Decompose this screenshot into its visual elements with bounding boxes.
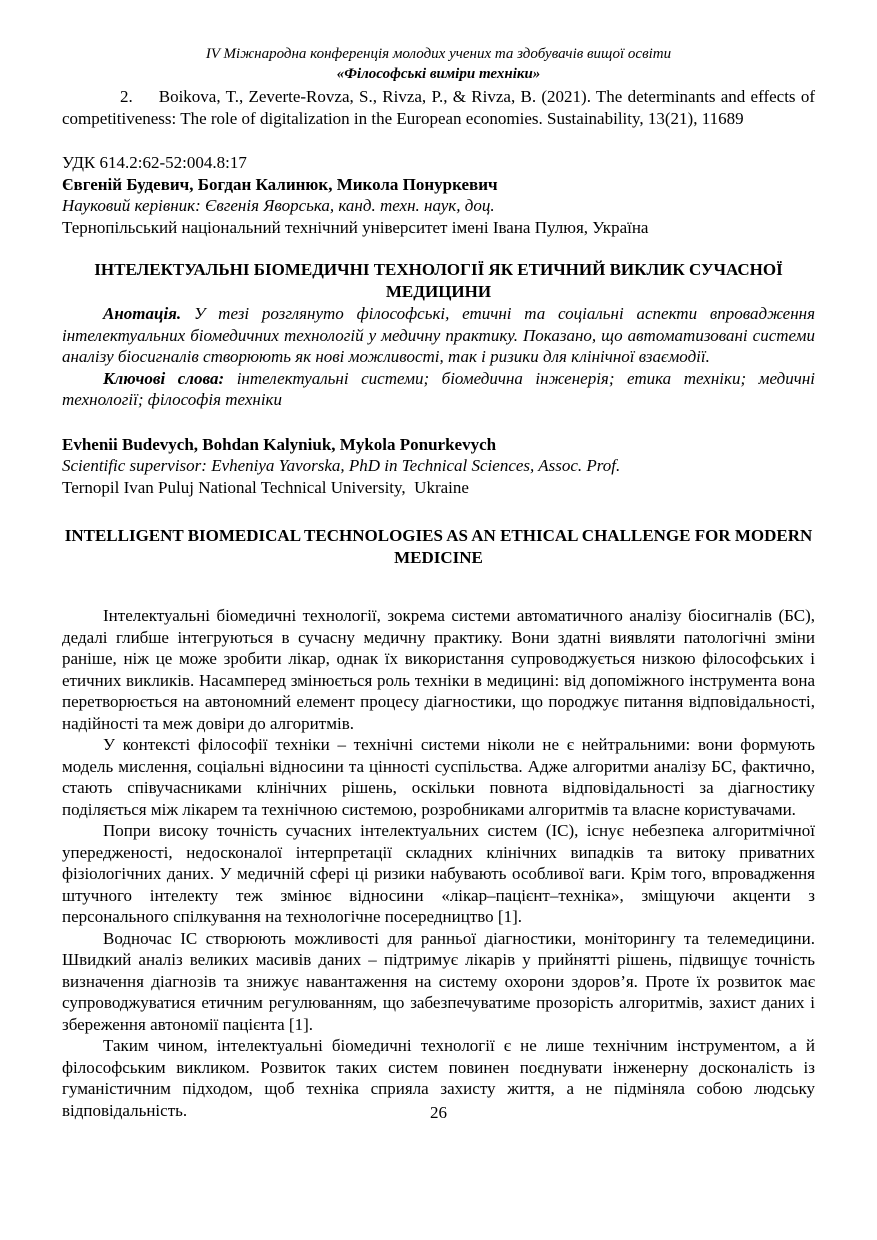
article-title-ukrainian: ІНТЕЛЕКТУАЛЬНІ БІОМЕДИЧНІ ТЕХНОЛОГІЇ ЯК ЕТИЧНИЙ ВИКЛИК СУЧАСНОЇ МЕДИЦИНИ — [94, 260, 783, 301]
english-author-block — [62, 434, 815, 499]
keywords-text: інтелектуальні системи; біомедична інженерія; етика техніки; медичні технології; філософія техніки — [62, 368, 816, 409]
abstract-text: У тезі розглянуто філософські, етичні та соціальні аспекти впровадження інтелектуальних біомедичних технологій у медичну практику. Показано, що автоматизовані системи аналізу біосигналів створюють як нові можливості, так і ризики для клінічної взаємодії. — [62, 304, 815, 366]
abstract-paragraph — [62, 303, 815, 368]
authors-english: Evhenii Budevych, Bohdan Kalyniuk, Mykola Ponurkevych — [62, 434, 497, 454]
keywords-label: Ключові слова: — [103, 368, 225, 388]
reference-number: 2. — [120, 87, 133, 106]
abstract-block — [62, 303, 815, 411]
article-title-english: INTELLIGENT BIOMEDICAL TECHNOLOGIES AS AN ETHICAL CHALLENGE FOR MODERN MEDICINE — [64, 526, 813, 567]
body-paragraph: У контексті філософії техніки – технічні системи ніколи не є нейтральними: вони формують модель мислення, соціальні відносини та цінності суспільства. Адже алгоритми аналізу БС, фактично, стають співучасниками клінічних рішень, оскільки повнота відповідальності за діагностику поділяється між лікарем та технічною системою, розробниками алгоритмів та власне користувачами. — [62, 735, 815, 819]
conference-title: IV Міжнародна конференція молодих учених та здобувачів вищої освіти — [205, 46, 672, 62]
body-paragraph: Водночас ІС створюють можливості для ранньої діагностики, моніторингу та телемедицини. Швидкий аналіз великих масивів даних – підтримує лікарів у прийнятті рішень, підвищує точність визначення діагнозів та знижує навантаження на систему охорони здоров’я. Проте їх розвиток має супроводжуватися етичним регулюванням, що забезпечуватиме прозорість алгоритмів, захист даних і збереження автономії пацієнта [1]. — [62, 928, 815, 1034]
body-paragraph: Інтелектуальні біомедичні технології, зокрема системи автоматичного аналізу біосигналів (БС), дедалі глибше інтегруються в сучасну медичну практику. Вони здатні виявляти патологічні зміни раніше, ніж це може зробити лікар, однак їх використання супроводжується низкою філософських і етичних викликів. Насамперед змінюється роль техніки в медицині: від допоміжного інструмента вона перетворюється на автономний елемент процесу діагностики, що породжує питання відповідальності, надійності та меж довіри до алгоритмів. — [62, 606, 815, 733]
reference-item — [62, 86, 815, 129]
udc-code: УДК 614.2:62-52:004.8:17 — [62, 153, 247, 172]
abstract-label: Анотація. — [103, 304, 182, 323]
reference-text: Boikova, T., Zeverte-Rovza, S., Rivza, P., & Rivza, B. (2021). The determinants and effects of competitiveness: The role of digitalization in the European economies. Sustainability, 13(21), 11689 — [62, 87, 815, 128]
affiliation-english: Ternopil Ivan Puluj National Technical University, Ukraine — [62, 477, 469, 497]
affiliation-ukrainian: Тернопільський національний технічний університет імені Івана Пулюя, Україна — [62, 217, 649, 237]
supervisor-ukrainian: Науковий керівник: Євгенія Яворська, канд. техн. наук, доц. — [62, 196, 495, 215]
article-body — [62, 605, 815, 1121]
udc-author-block — [62, 152, 815, 238]
body-paragraph: Таким чином, інтелектуальні біомедичні технології є не лише технічним інструментом, а й філософським викликом. Розвиток таких систем повинен поєднувати інженерну досконалість із гуманістичним підходом, щоб техніка сприяла захисту життя, а не підміняла собою людську відповідальність. — [62, 1036, 815, 1120]
conference-subtitle: «Філософські виміри техніки» — [336, 66, 541, 82]
body-paragraph: Попри високу точність сучасних інтелектуальних систем (ІС), існує небезпека алгоритмічної упередженості, недосконалої інтерпретації складних клінічних випадків та витоку приватних фізіологічних даних. У медичній сфері ці ризики набувають особливої ваги. Крім того, впровадження штучного інтелекту теж змінює відносини «лікар–пацієнт–техніка», зміщуючи акценти з персонального спілкування на технологічне посередництво [1]. — [62, 821, 815, 926]
supervisor-english: Scientific supervisor: Evheniya Yavorska, PhD in Technical Sciences, Assoc. Prof. — [62, 456, 621, 475]
keywords-paragraph — [62, 368, 815, 411]
page-header — [62, 44, 815, 84]
authors-ukrainian: Євгеній Будевич, Богдан Калинюк, Микола Понуркевич — [62, 174, 498, 194]
page-number: 26 — [430, 1103, 447, 1122]
